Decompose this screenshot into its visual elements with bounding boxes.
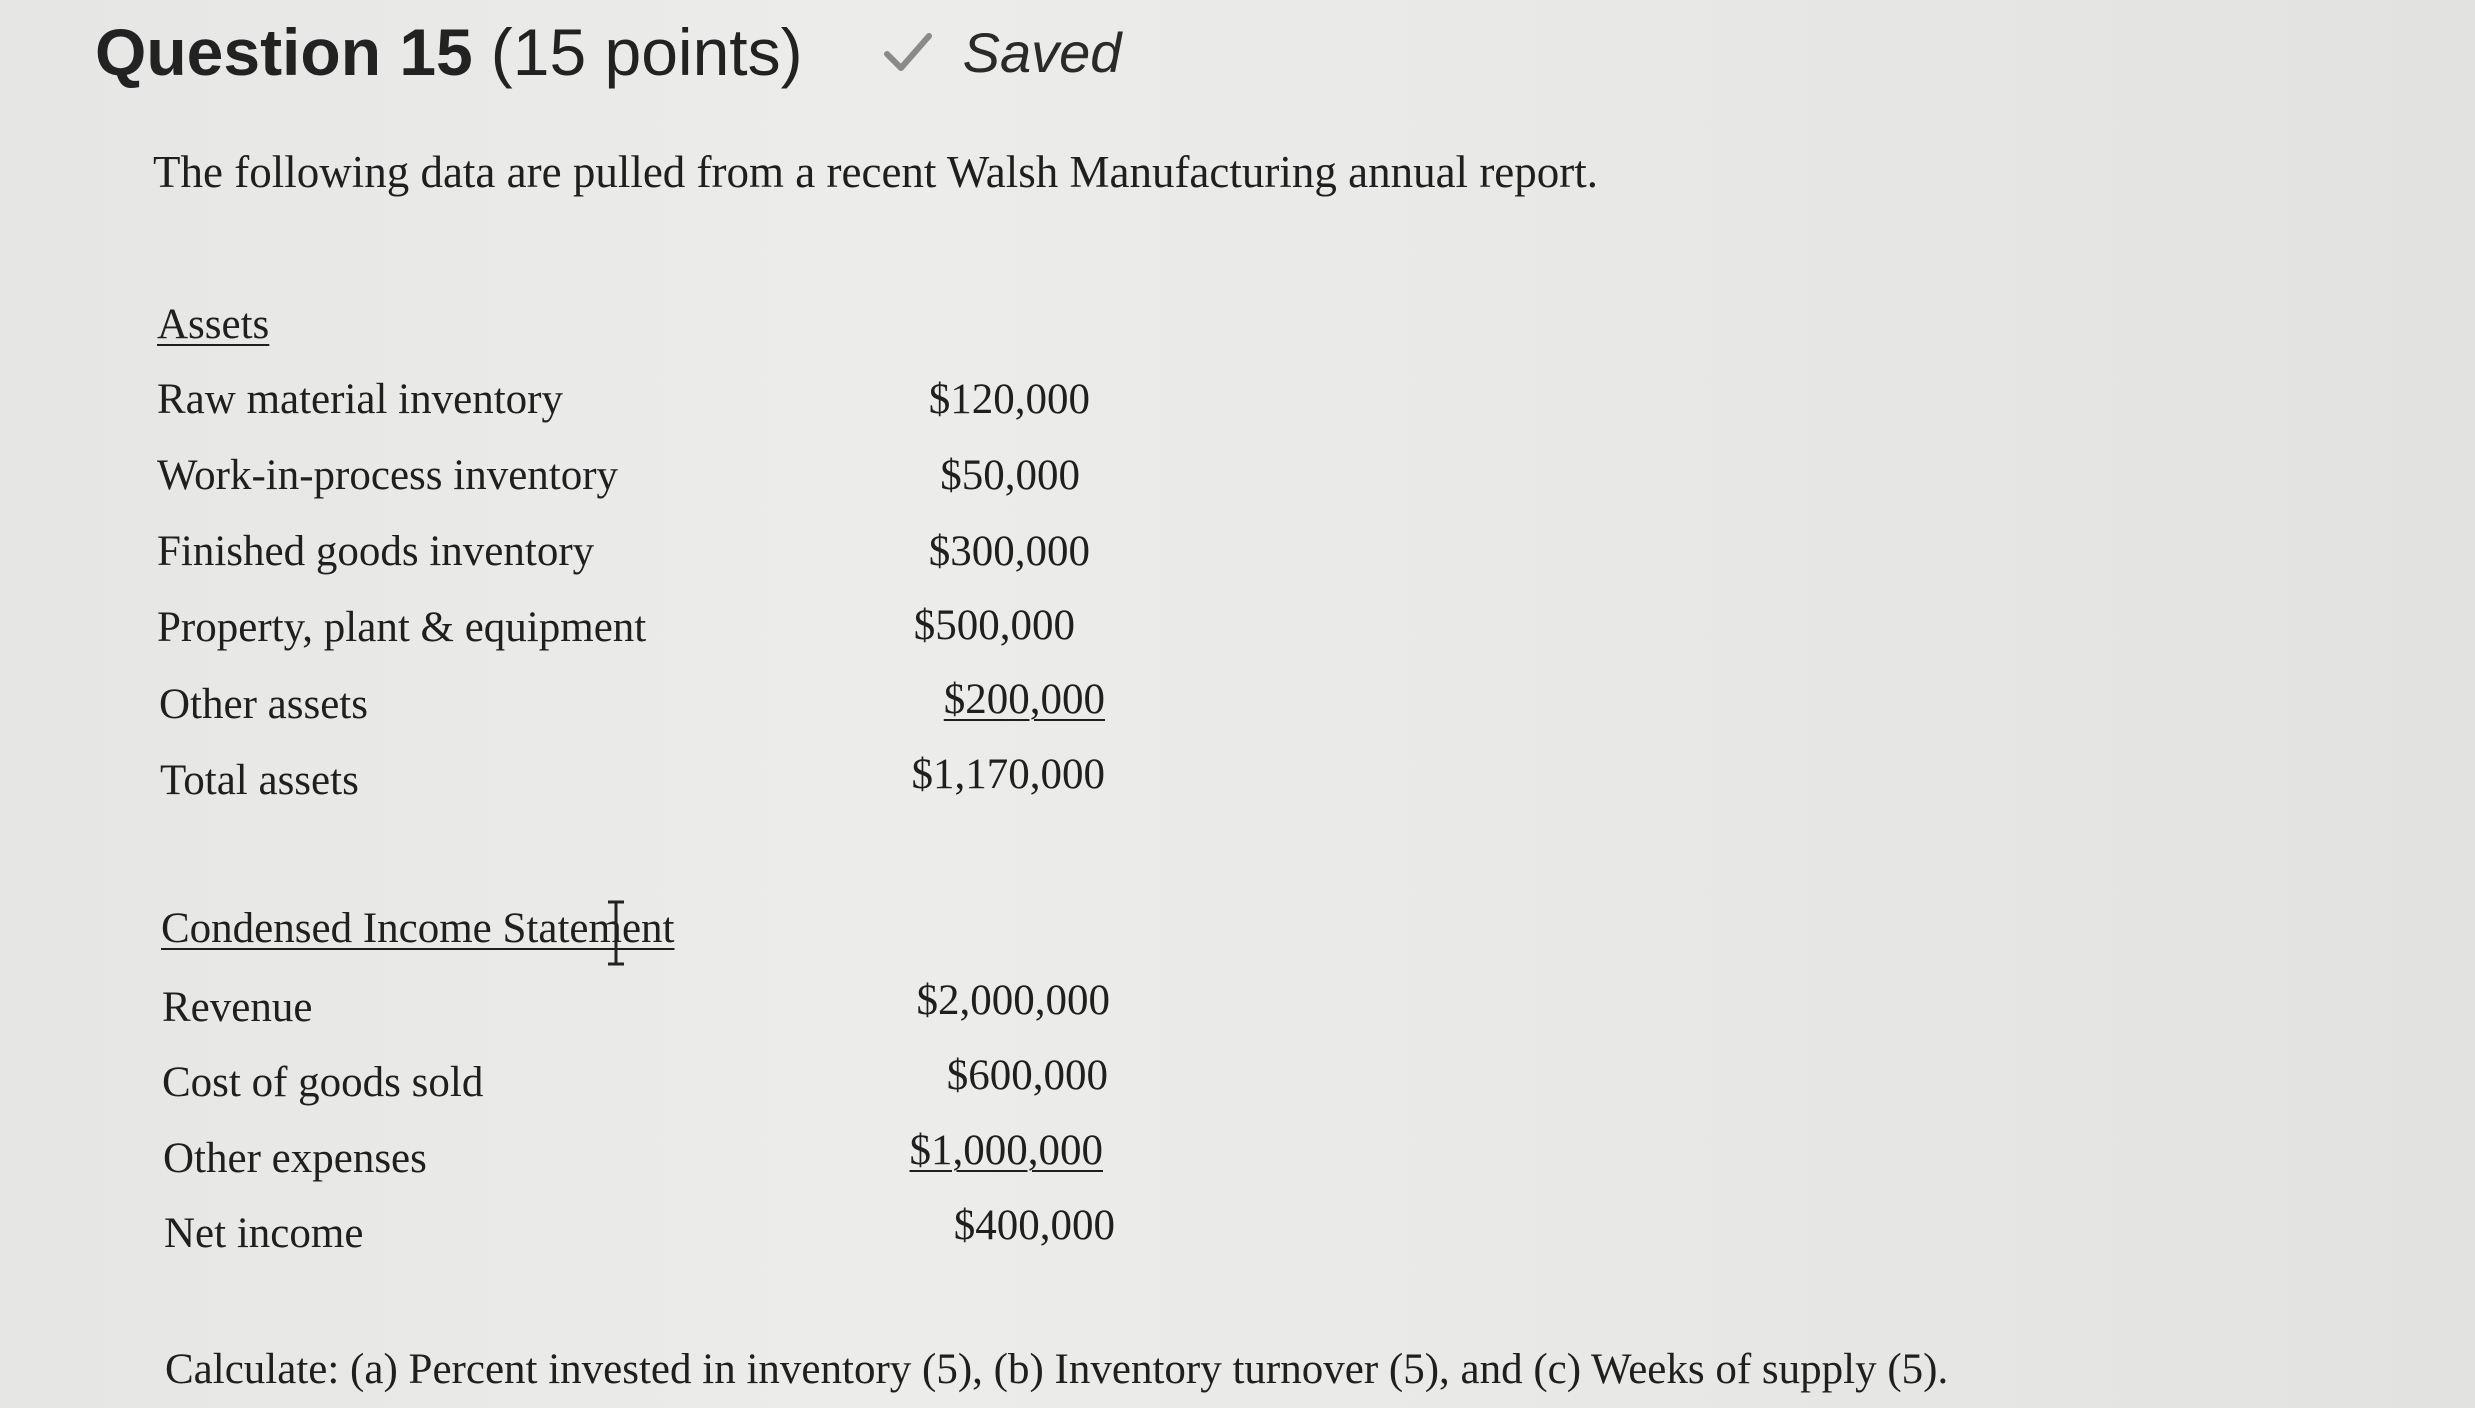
asset-row-label: Finished goods inventory — [157, 528, 595, 575]
income-row-value: $2,000,000 — [916, 977, 1110, 1024]
asset-row-label: Property, plant & equipment — [157, 604, 647, 651]
question-title: Question 15 — [95, 15, 473, 89]
asset-row-value: $50,000 — [940, 452, 1080, 499]
income-row-value: $1,000,000 — [909, 1127, 1103, 1174]
saved-status — [883, 20, 1122, 85]
asset-row-value: $200,000 — [943, 676, 1105, 723]
question-header — [95, 12, 1121, 92]
income-row-value: $600,000 — [946, 1052, 1108, 1099]
asset-row-label: Work-in-process inventory — [157, 452, 619, 499]
net-income-value: $400,000 — [953, 1202, 1115, 1249]
text-cursor-icon — [605, 896, 627, 970]
income-statement-heading: Condensed Income Statement — [161, 905, 675, 952]
asset-row-label: Other assets — [159, 681, 368, 728]
checkmark-icon — [883, 30, 933, 74]
asset-total-label: Total assets — [160, 757, 359, 804]
asset-row-label: Raw material inventory — [157, 376, 563, 423]
question-prompt: Calculate: (a) Percent invested in inventory (5), (b) Inventory turnover (5), and (c) Weeks of supply (5). — [165, 1346, 1949, 1393]
assets-heading: Assets — [157, 301, 270, 348]
question-points: (15 points) — [490, 15, 803, 89]
asset-row-value: $500,000 — [913, 602, 1075, 649]
asset-row-value: $300,000 — [928, 528, 1090, 575]
intro-text: The following data are pulled from a recent Walsh Manufacturing annual report. — [153, 147, 1599, 197]
income-row-label: Cost of goods sold — [162, 1059, 484, 1106]
asset-total-value: $1,170,000 — [911, 751, 1105, 798]
saved-label: Saved — [962, 20, 1122, 84]
net-income-label: Net income — [164, 1210, 364, 1257]
asset-row-value: $120,000 — [928, 376, 1090, 423]
income-row-label: Revenue — [162, 984, 313, 1031]
income-row-label: Other expenses — [163, 1135, 427, 1182]
